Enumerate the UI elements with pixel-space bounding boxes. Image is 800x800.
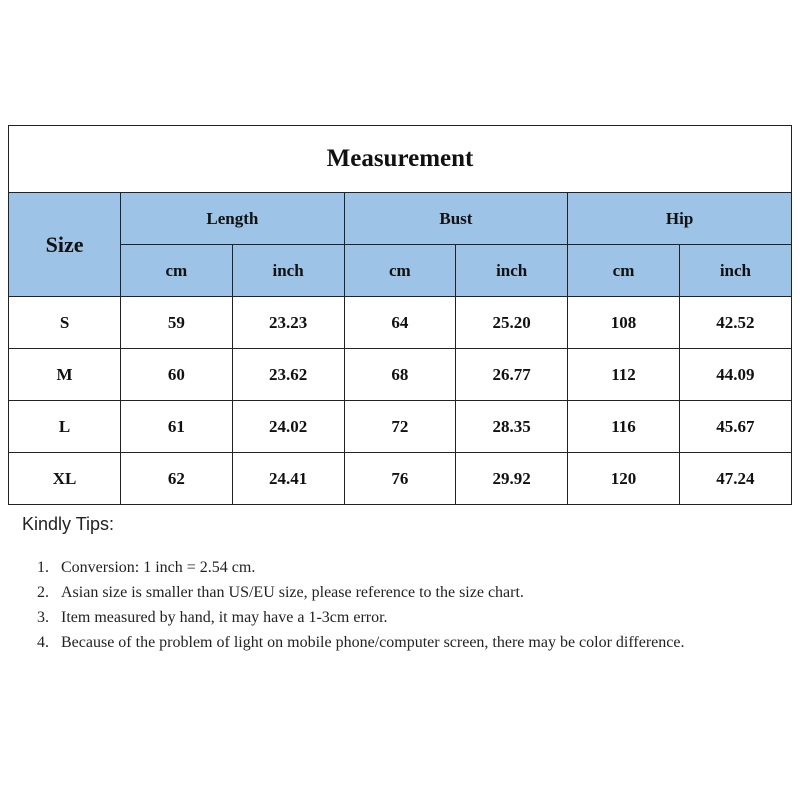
table-cell: 60	[121, 349, 232, 401]
measurement-table	[8, 125, 792, 505]
table-cell: M	[9, 349, 121, 401]
table-cell: 61	[121, 401, 232, 453]
table-row	[9, 349, 792, 401]
table-cell: 72	[344, 401, 455, 453]
unit-header: cm	[568, 245, 680, 297]
bust-header: Bust	[344, 193, 568, 245]
table-cell: 62	[121, 453, 232, 505]
table-cell: 42.52	[679, 297, 791, 349]
tip-item: 1. Conversion: 1 inch = 2.54 cm.	[53, 555, 684, 580]
table-cell: XL	[9, 453, 121, 505]
table-cell: S	[9, 297, 121, 349]
table-title: Measurement	[9, 126, 792, 193]
table-cell: 24.41	[232, 453, 344, 505]
table-cell: 44.09	[679, 349, 791, 401]
table-cell: 28.35	[456, 401, 568, 453]
tips-heading: Kindly Tips:	[22, 514, 115, 534]
unit-header: inch	[456, 245, 568, 297]
size-header: Size	[9, 193, 121, 297]
length-header: Length	[121, 193, 345, 245]
hip-header: Hip	[568, 193, 792, 245]
tip-item: 2. Asian size is smaller than US/EU size, please reference to the size chart.	[53, 580, 684, 605]
kindly-tips	[22, 514, 684, 655]
table-cell: 47.24	[679, 453, 791, 505]
unit-header: cm	[344, 245, 455, 297]
table-cell: 45.67	[679, 401, 791, 453]
tip-item: 3. Item measured by hand, it may have a 1-3cm error.	[53, 605, 684, 630]
table-cell: 23.62	[232, 349, 344, 401]
unit-header: inch	[232, 245, 344, 297]
table-cell: 24.02	[232, 401, 344, 453]
table-cell: 25.20	[456, 297, 568, 349]
table-cell: L	[9, 401, 121, 453]
table-cell: 116	[568, 401, 680, 453]
tip-item: 4. Because of the problem of light on mobile phone/computer screen, there may be color difference.	[53, 630, 684, 655]
table-cell: 59	[121, 297, 232, 349]
table-row	[9, 297, 792, 349]
unit-header: inch	[679, 245, 791, 297]
table-cell: 68	[344, 349, 455, 401]
table-cell: 29.92	[456, 453, 568, 505]
table-cell: 108	[568, 297, 680, 349]
table-cell: 64	[344, 297, 455, 349]
table-row	[9, 453, 792, 505]
table-cell: 112	[568, 349, 680, 401]
table-row	[9, 401, 792, 453]
table-cell: 76	[344, 453, 455, 505]
table-cell: 120	[568, 453, 680, 505]
unit-header: cm	[121, 245, 232, 297]
table-cell: 23.23	[232, 297, 344, 349]
table-cell: 26.77	[456, 349, 568, 401]
